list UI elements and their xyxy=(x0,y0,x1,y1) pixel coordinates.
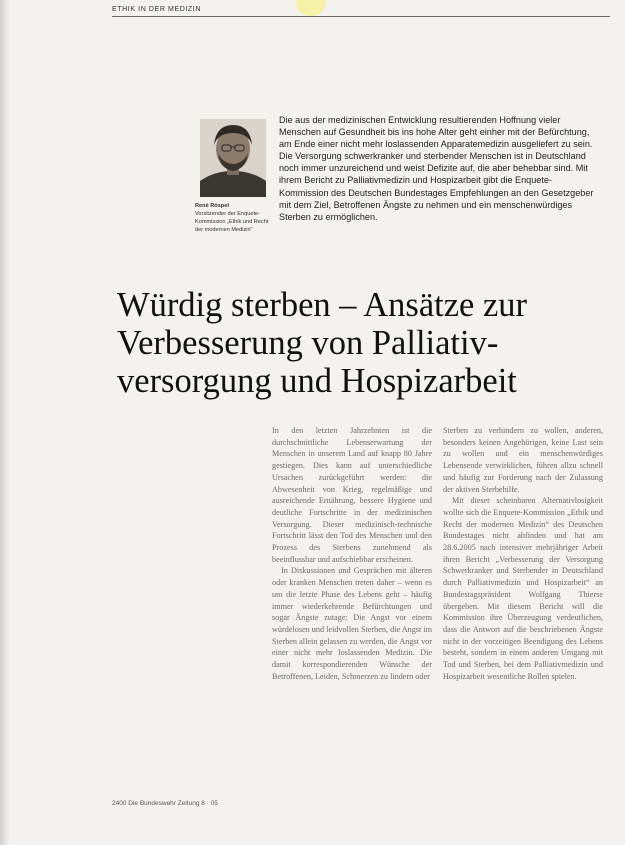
title-line-1: Würdig sterben – Ansätze zur xyxy=(117,286,528,324)
portrait-caption xyxy=(195,202,273,234)
body-paragraph: Sterben zu verhindern zu wollen, anderen, besonders keinen Angehörigen, keine Last sein zu wollen und ein menschenwürdiges Lebensende verwirklichen, führen allzu schnell und häufig zur Forderung nach der Zulassung der aktiven Sterbehilfe. xyxy=(443,426,603,494)
caption-role: Vorsitzender der Enquete-Kommission „Ethik und Recht der modernen Medizin“ xyxy=(195,211,269,233)
body-column-right xyxy=(443,425,603,682)
page-footer: 2400 Die Bundeswehr Zeitung 8 · 05 xyxy=(112,800,218,807)
caption-name: René Röspel xyxy=(195,203,229,209)
body-column-left xyxy=(272,425,432,682)
author-portrait xyxy=(200,119,266,197)
body-paragraph: Mit dieser scheinbaren Alternativlosigkeit wollte sich die Enquete-Kommission „Ethik und Recht der modernen Medizin“ des Deutschen Bundestages nicht abfinden und hat am 28.6.2005 nach intensiver mehrjähriger Arbeit ihren Bericht „Verbesserung der Versorgung Schwerkranker und Sterbender in Deutschland durch Palliativmedizin und Hospizarbeit“ an Bundestagspräsident Wolfgang Thierse übergeben. Mit diesem Bericht will die Kommission ihre Überzeugung verdeutlichen, dass die Antwort auf die beschriebenen Ängste nicht in der vorzeitigen Beendigung des Lebens besteht, sondern in einem anderen Umgang mit Tod und Sterben, bei dem Palliativmedizin und Hospizarbeit wesentliche Rollen spielen. xyxy=(443,496,603,681)
body-paragraph: In den letzten Jahrzehnten ist die durchschnittliche Lebenserwartung der Menschen in unserem Land auf knapp 80 Jahre gestiegen. Dies kann auf unterschiedliche Ursachen zurückgeführt werden: die Abwesenheit von Krieg, regelmäßige und ausreichende Ernährung, bessere Hygiene und deutliche Fortschritte in der medizinischen Versorgung. Dieser medizinisch-technische Fortschritt lässt den Tod des Menschen und den Prozess des Sterbens zunehmend als beeinflussbar und aufschiebbar erscheinen. xyxy=(272,426,432,564)
title-line-3: versorgung und Hospizarbeit xyxy=(117,362,517,400)
scan-edge xyxy=(0,0,10,845)
highlighter-mark xyxy=(296,0,326,16)
body-paragraph: In Diskussionen und Gesprächen mit älteren oder kranken Menschen treten daher – wenn es um die letzte Phase des Lebens geht – häufig immer wiederkehrende Befürchtungen und sogar Ängste zutage: Die Angst vor einem würdelosen und leidvollen Sterben, die Angst im Sterben allein gelassen zu werden, die Angst vor einer nicht mehr loslassenden Medizin. Die damit korrespondierenden Wünsche der Betroffenen, Leiden, Schmerzen zu lindern oder xyxy=(272,566,432,681)
intro-paragraph: Die aus der medizinischen Entwicklung resultierenden Hoffnung vieler Menschen auf Gesundheit bis ins hohe Alter geht einher mit der Befürchtung, am Ende einer nicht mehr loslassenden Apparatemedizin ausgeliefert zu sein. Die Versorgung schwerkranker und sterbender Menschen ist in Deutschland noch immer unzureichend und weist Defizite auf, die aber behebbar sind. Mit ihrem Bericht zu Palliativmedizin und Hospizarbeit gibt die Enquete-Kommission des Deutschen Bundestages Empfehlungen an den Gesetzgeber mit dem Ziel, Betroffenen Ängste zu nehmen und ein menschenwürdiges Sterben zu ermöglichen. xyxy=(279,115,594,222)
portrait-illustration xyxy=(200,119,266,197)
section-label: ETHIK IN DER MEDIZIN xyxy=(112,6,202,13)
title-line-2: Verbesserung von Palliativ- xyxy=(117,324,499,362)
article-title xyxy=(117,286,607,400)
header-rule xyxy=(112,16,610,17)
